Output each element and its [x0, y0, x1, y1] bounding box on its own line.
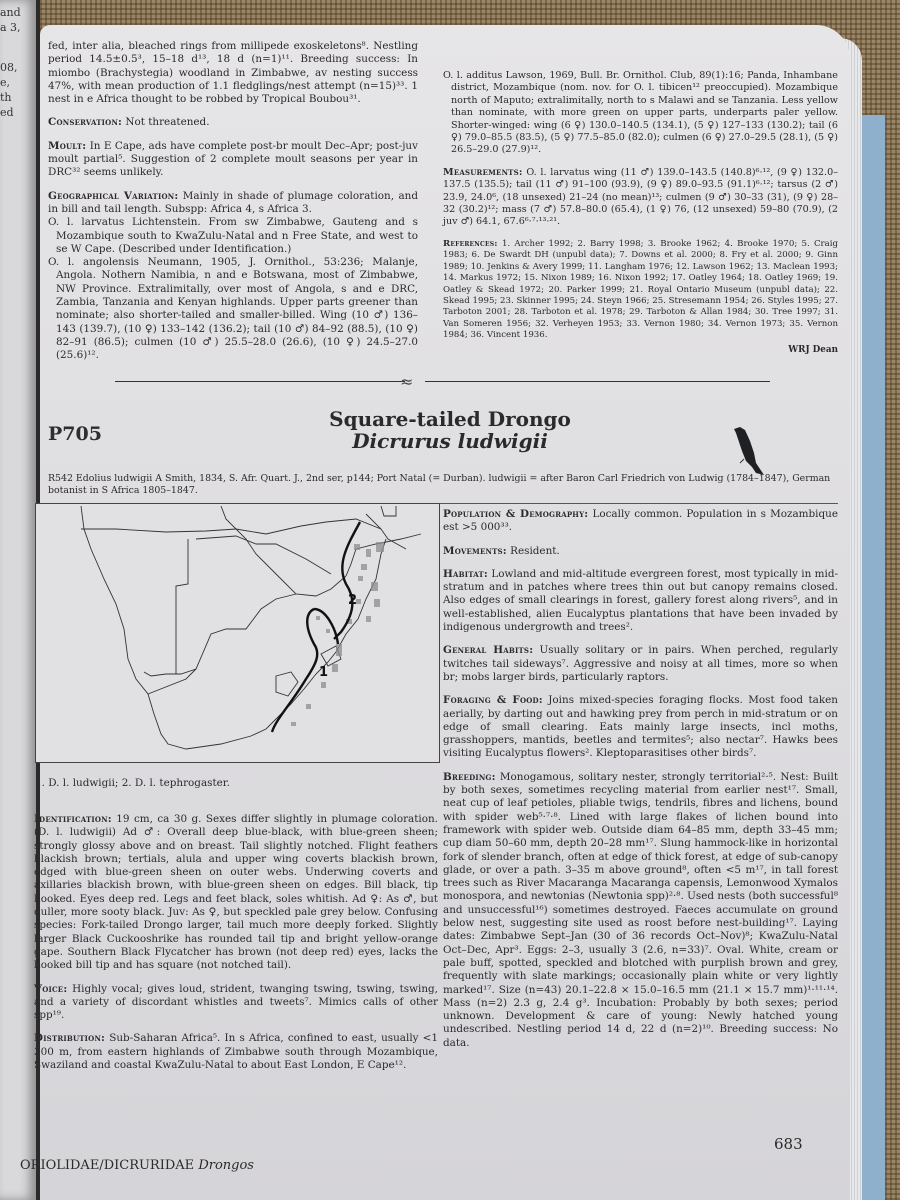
species-right-column	[443, 508, 838, 1060]
habitat-section: Habitat: Lowland and mid-altitude evergreen forest, most typically in mid-stratum and in patches where trees thin out but canopy remains closed. Also edges of small clearings in forest, gallery forest along rivers⁵, and in well-established, alien Eucalyptus plantations that have been invaded by indigenous undergrowth and trees².	[443, 567, 838, 634]
facing-text: 08,	[0, 61, 18, 74]
subspecies-additus: O. l. additus Lawson, 1969, Bull. Br. Ornithol. Club, 89(1):16; Panda, Inhambane district, Mozambique (nom. nov. for O. l. tibicen¹² preoccupied). Mozambique north of Maputo; extralimitally, north to s Malawi and se Tanzania. Less yellow than nominate, with more green on upper parts, underparts paler yellow. Shorter-winged: wing (6 ♀) 130.0–140.5 (134.1), (5 ♀) 127–133 (130.2); tail (6 ♀) 79.0–85.5 (83.5), (5 ♀) 77.5–85.0 (82.0); culmen (6 ♀) 27.0–29.5 (28.1), (5 ♀) 26.5–29.0 (27.9)¹².	[443, 70, 838, 156]
previous-entry-right-column	[443, 70, 838, 356]
facing-text: and	[0, 6, 21, 19]
range-label-2: 2	[348, 593, 358, 608]
previous-entry-left-column	[48, 40, 418, 373]
section-divider-left	[115, 381, 405, 382]
page-number: 683	[774, 1135, 803, 1153]
conservation-section: Conservation: Not threatened.	[48, 116, 210, 129]
species-page-code: P705	[48, 423, 102, 445]
book-page	[20, 25, 850, 1200]
scientific-name: Dicrurus ludwigii	[352, 429, 548, 453]
moult-section: Moult: In E Cape, ads have complete post-br moult Dec–Apr; post-juv moult partial⁵. Suggestion of 2 complete moult seasons per year in DRC³² seems unlikely.	[48, 139, 418, 179]
foraging-section: Foraging & Food: Joins mixed-species foraging flocks. Most food taken aerially, by darting out and hawking prey from perch in mid-stratum or on edge of small clearing. Eats mainly large insects, incl moths, grasshoppers, mantids, beetles and termites⁵; also nectar⁷. Hawks bees visiting Eucalyptus flowers². Kleptoparasitises other birds⁷.	[443, 694, 838, 760]
subspecies-range-outlines	[272, 522, 360, 732]
range-label-1: 1	[319, 665, 329, 680]
group-name: Drongos	[198, 1158, 254, 1173]
species-left-column	[34, 813, 438, 1082]
divider-ornament-icon: ≈	[400, 372, 414, 391]
etymology-line: R542 Edolius ludwigii A Smith, 1834, S. Afr. Quart. J., 2nd ser, p144; Port Natal (= Durban). ludwigii = after Baron Carl Friedrich von Ludwig (1784–1847), German botanist in S Africa 1805–1847.	[48, 473, 831, 497]
distribution-section: Distribution: Sub-Saharan Africa⁵. In s Africa, confined to east, usually <1 300 m, from eastern highlands of Zimbabwe south through Mozambique, Swaziland and coastal KwaZulu-Natal to about East London, E Cape¹².	[34, 1032, 438, 1072]
general-habits-section: General Habits: Usually solitary or in pairs. When perched, regularly twitches tail sideways⁷. Aggressive and noisy at all times, more so when br; mobs larger birds, particularly raptors.	[443, 644, 838, 683]
common-name: Square-tailed Drongo	[329, 407, 571, 431]
measurements-section: Measurements: O. l. larvatus wing (11 ♂) 139.0–143.5 (140.8)⁶·¹², (9 ♀) 132.0–137.5 (135.5); tail (11 ♂) 91–100 (93.9), (9 ♀) 89.0–93.5 (91.1)⁶·¹²; tarsus (2 ♂) 23.9, 24.0⁶, (18 unsexed) 21–24 (no mean)¹³; culmen (9 ♂) 30–33 (31), (9 ♀) 28–32 (30.2)¹²; mass (7 ♂) 57.8–80.0 (65.4), (1 ♀) 76, (12 unsexed) 59–80 (70.9), (2 juv ♂) 64.1, 67.6⁶·⁷·¹³·²¹.	[443, 166, 838, 228]
breeding-success-tail: fed, inter alia, bleached rings from millipede exoskeletons⁸. Nestling period 14.5±0.5³, 15–18 d¹³, 18 d (n=1)¹¹. Breeding success: In miombo (Brachystegia) woodland in Zimbabwe, av nesting success 47%, with mean production of 1.1 fledglings/nest attempt (n=15)³³. 1 nest in e Africa thought to be robbed by Tropical Boubou³¹.	[48, 40, 418, 106]
subspecies-angolensis: O. l. angolensis Neumann, 1905, J. Ornithol., 53:236; Malanje, Angola. Nothern Namibia, n and e Botswana, most of Zimbabwe, NW Province. Extralimitally, over most of Angola, s and e DRC, Zambia, Tanzania and Kenyan highlands. Upper parts greener than nominate; also shorter-tailed and smaller-billed. Wing (10 ♂) 136–143 (139.7), (10 ♀) 133–142 (136.2); tail (10 ♂) 84–92 (88.5), (10 ♀) 82–91 (86.5); culmen (10 ♂) 25.5–28.0 (26.6), (10 ♀) 24.5–27.0 (25.6)¹².	[48, 256, 418, 362]
geographical-variation-section: Geographical Variation: Mainly in shade of plumage coloration, and in bill and tail length. Subspp: Africa 4, s Africa 3.	[48, 189, 418, 215]
facing-text: ed	[0, 106, 14, 119]
population-section: Population & Demography: Locally common. Population in s Mozambique est >5 000³³.	[443, 508, 838, 534]
running-footer	[20, 1158, 254, 1173]
breeding-section: Breeding: Monogamous, solitary nester, strongly territorial²·⁵. Nest: Built by both sexes, sometimes recycling material from earlier nest¹⁷. Small, neat cup of leaf petioles, pliable twigs, tendrils, fibres and lichens, bound with spider web⁵·⁷·⁸. Lined with large flakes of lichen bound into framework with spider web. Outside diam 64–85 mm, depth 33–45 mm; cup diam 50–60 mm, depth 20–28 mm¹⁷. Slung hammock-like in horizontal fork of slender branch, often at edge of thick forest, at edge of sub-canopy glade, or over a path. 3–35 m above ground⁸, often <5 m¹⁷, in tall forest trees such as River Macaranga Macaranga capensis, Lemonwood Xymalos monospora, and newtonias (Newtonia spp)²·⁸. Used nests (both successful⁸ and unsuccessful¹⁶) sometimes destroyed. Faeces accumulate on ground below nest, suggesting site used as roost before nest-building¹⁷. Laying dates: Zimbabwe Sept–Jan (30 of 36 records Oct–Nov)⁸; KwaZulu-Natal Oct–Dec, Apr³. Eggs: 2–3, usually 3 (2.6, n=33)⁷. Oval. White, cream or pale buff, spotted, speckled and blotched with purplish brown and grey, frequently with slate markings; occasionally plain white or very lightly marked¹⁷. Size (n=43) 20.1–22.8 × 15.0–16.5 mm (21.1 × 15.7 mm)¹·¹¹·¹⁴. Mass (n=2) 2.3 g, 2.4 g³. Incubation: Probably by both sexes; period unknown. Development & care of young: Newly hatched young undescribed. Nestling period 14 d, 22 d (n=2)¹⁰. Breeding success: No data.	[443, 770, 838, 1049]
subspecies-larvatus: O. l. larvatus Lichtenstein. From sw Zimbabwe, Gauteng and s Mozambique south to KwaZulu-Natal and n Free State, and west to se W Cape. (Described under Identification.)	[48, 216, 418, 255]
facing-text: th	[0, 91, 12, 104]
species-title	[290, 408, 610, 452]
country-borders	[81, 506, 421, 749]
map-caption: 1. D. l. ludwigii; 2. D. l. tephrogaster.	[35, 777, 230, 789]
section-divider-right	[425, 381, 770, 382]
facing-page-fragment	[0, 0, 36, 1200]
distribution-map	[35, 503, 440, 763]
family-name: ORIOLIDAE/DICRURIDAE	[20, 1158, 195, 1173]
drongo-bird-icon	[730, 425, 770, 480]
voice-section: Voice: Highly vocal; gives loud, strident, twanging tswing, tswing, tswing, and a variety of discordant whistles and tweets⁷. Mimics calls of other spp¹⁹.	[34, 982, 438, 1022]
facing-text: a 3,	[0, 21, 21, 34]
author-signature: WRJ Dean	[788, 344, 838, 355]
facing-text: e,	[0, 76, 11, 89]
references-section: References: 1. Archer 1992; 2. Barry 1998; 3. Brooke 1962; 4. Brooke 1970; 5. Craig 1983; 6. De Swardt DH (unpubl data); 7. Downs et al. 2000; 8. Fry et al. 2000; 9. Ginn 1989; 10. Jenkins & Avery 1999; 11. Langham 1976; 12. Lawson 1962; 13. Maclean 1993; 14. Markus 1972; 15. Nixon 1989; 16. Nixon 1992; 17. Oatley 1964; 18. Oatley 1969; 19. Oatley & Skead 1972; 20. Parker 1999; 21. Royal Ontario Museum (unpubl data); 22. Skead 1995; 23. Skinner 1995; 24. Steyn 1966; 25. Stresemann 1954; 26. Styles 1995; 27. Tarboton 2001; 28. Tarboton et al. 1978; 29. Tarboton & Allan 1984; 30. Tree 1997; 31. Van Someren 1956; 32. Verheyen 1953; 33. Vernon 1980; 34. Vernon 1973; 35. Vernon 1984; 36. Vincent 1936.	[443, 238, 839, 341]
movements-section: Movements: Resident.	[443, 544, 560, 557]
identification-section: Identification: 19 cm, ca 30 g. Sexes differ slightly in plumage coloration. (D. l. ludwigii) Ad ♂: Overall deep blue-black, with blue-green sheen; strongly glossy above and on breast. Tail slightly notched. Flight feathers blackish brown; tertials, alula and upper wing coverts blackish brown, edged with blue-green sheen on outer webs. Underwing coverts and axillaries blackish brown, with blue-green sheen on edges. Bill black, tip hooked. Eyes deep red. Legs and feet black, soles whitish. Ad ♀: As ♂, but duller, more sooty black. Juv: As ♀, but speckled pale grey below. Confusing species: Fork-tailed Drongo larger, tail much more deeply forked. Slightly larger Black Cuckooshrike has rounded tail tip and bright yellow-orange gape. Southern Black Flycatcher has brown (not deep red) eyes, lacks the hooked bill tip and has square (not notched tail).	[34, 813, 438, 972]
